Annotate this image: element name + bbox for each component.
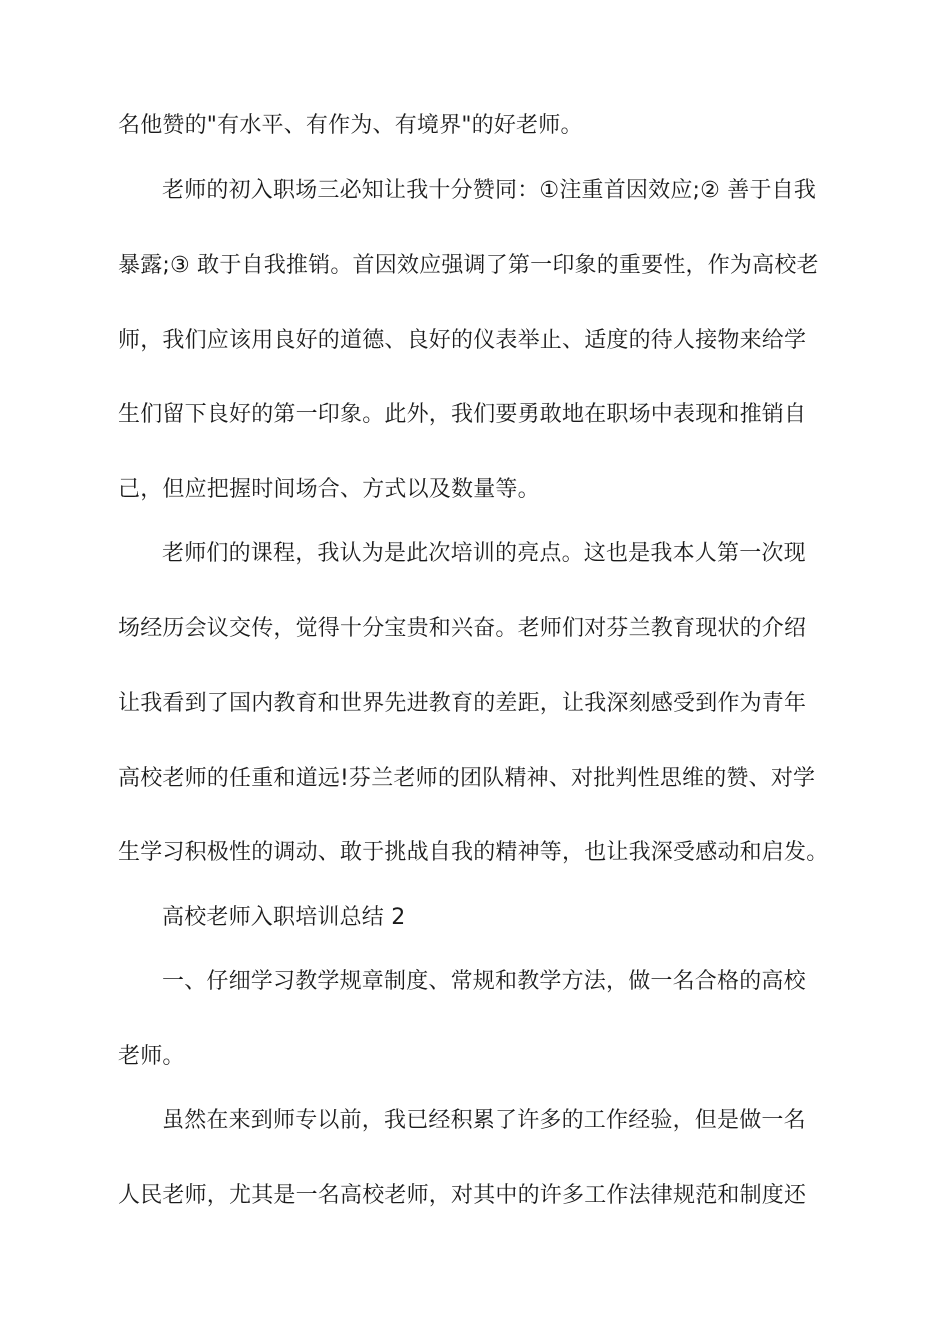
paragraph-line: 一、仔细学习教学规章制度、常规和教学方法，做一名合格的高校	[162, 969, 806, 994]
section-heading: 高校老师入职培训总结 2	[162, 905, 406, 930]
paragraph-line: 生们留下良好的第一印象。此外，我们要勇敢地在职场中表现和推销自	[118, 402, 807, 427]
paragraph-line: 老师的初入职场三必知让我十分赞同：①注重首因效应;② 善于自我	[162, 178, 817, 203]
paragraph-line: 虽然在来到师专以前，我已经积累了许多的工作经验，但是做一名	[162, 1108, 806, 1133]
paragraph-line: 己，但应把握时间场合、方式以及数量等。	[118, 477, 540, 502]
paragraph-line: 让我看到了国内教育和世界先进教育的差距，让我深刻感受到作为青年	[118, 691, 807, 716]
paragraph-line: 暴露;③ 敢于自我推销。首因效应强调了第一印象的重要性，作为高校老	[118, 253, 819, 278]
paragraph-line: 生学习积极性的调动、敢于挑战自我的精神等，也让我深受感动和启发。	[118, 840, 829, 865]
paragraph-line: 师，我们应该用良好的道德、良好的仪表举止、适度的待人接物来给学	[118, 328, 807, 353]
paragraph-line: 老师们的课程，我认为是此次培训的亮点。这也是我本人第一次现	[162, 541, 806, 566]
paragraph-line: 场经历会议交传，觉得十分宝贵和兴奋。老师们对芬兰教育现状的介绍	[118, 616, 807, 641]
paragraph-line: 老师。	[118, 1044, 185, 1069]
paragraph-line: 人民老师，尤其是一名高校老师，对其中的许多工作法律规范和制度还	[118, 1183, 807, 1208]
paragraph-line: 名他赞的"有水平、有作为、有境界"的好老师。	[118, 113, 583, 138]
paragraph-line: 高校老师的任重和道远!芬兰老师的团队精神、对批判性思维的赞、对学	[118, 766, 816, 791]
